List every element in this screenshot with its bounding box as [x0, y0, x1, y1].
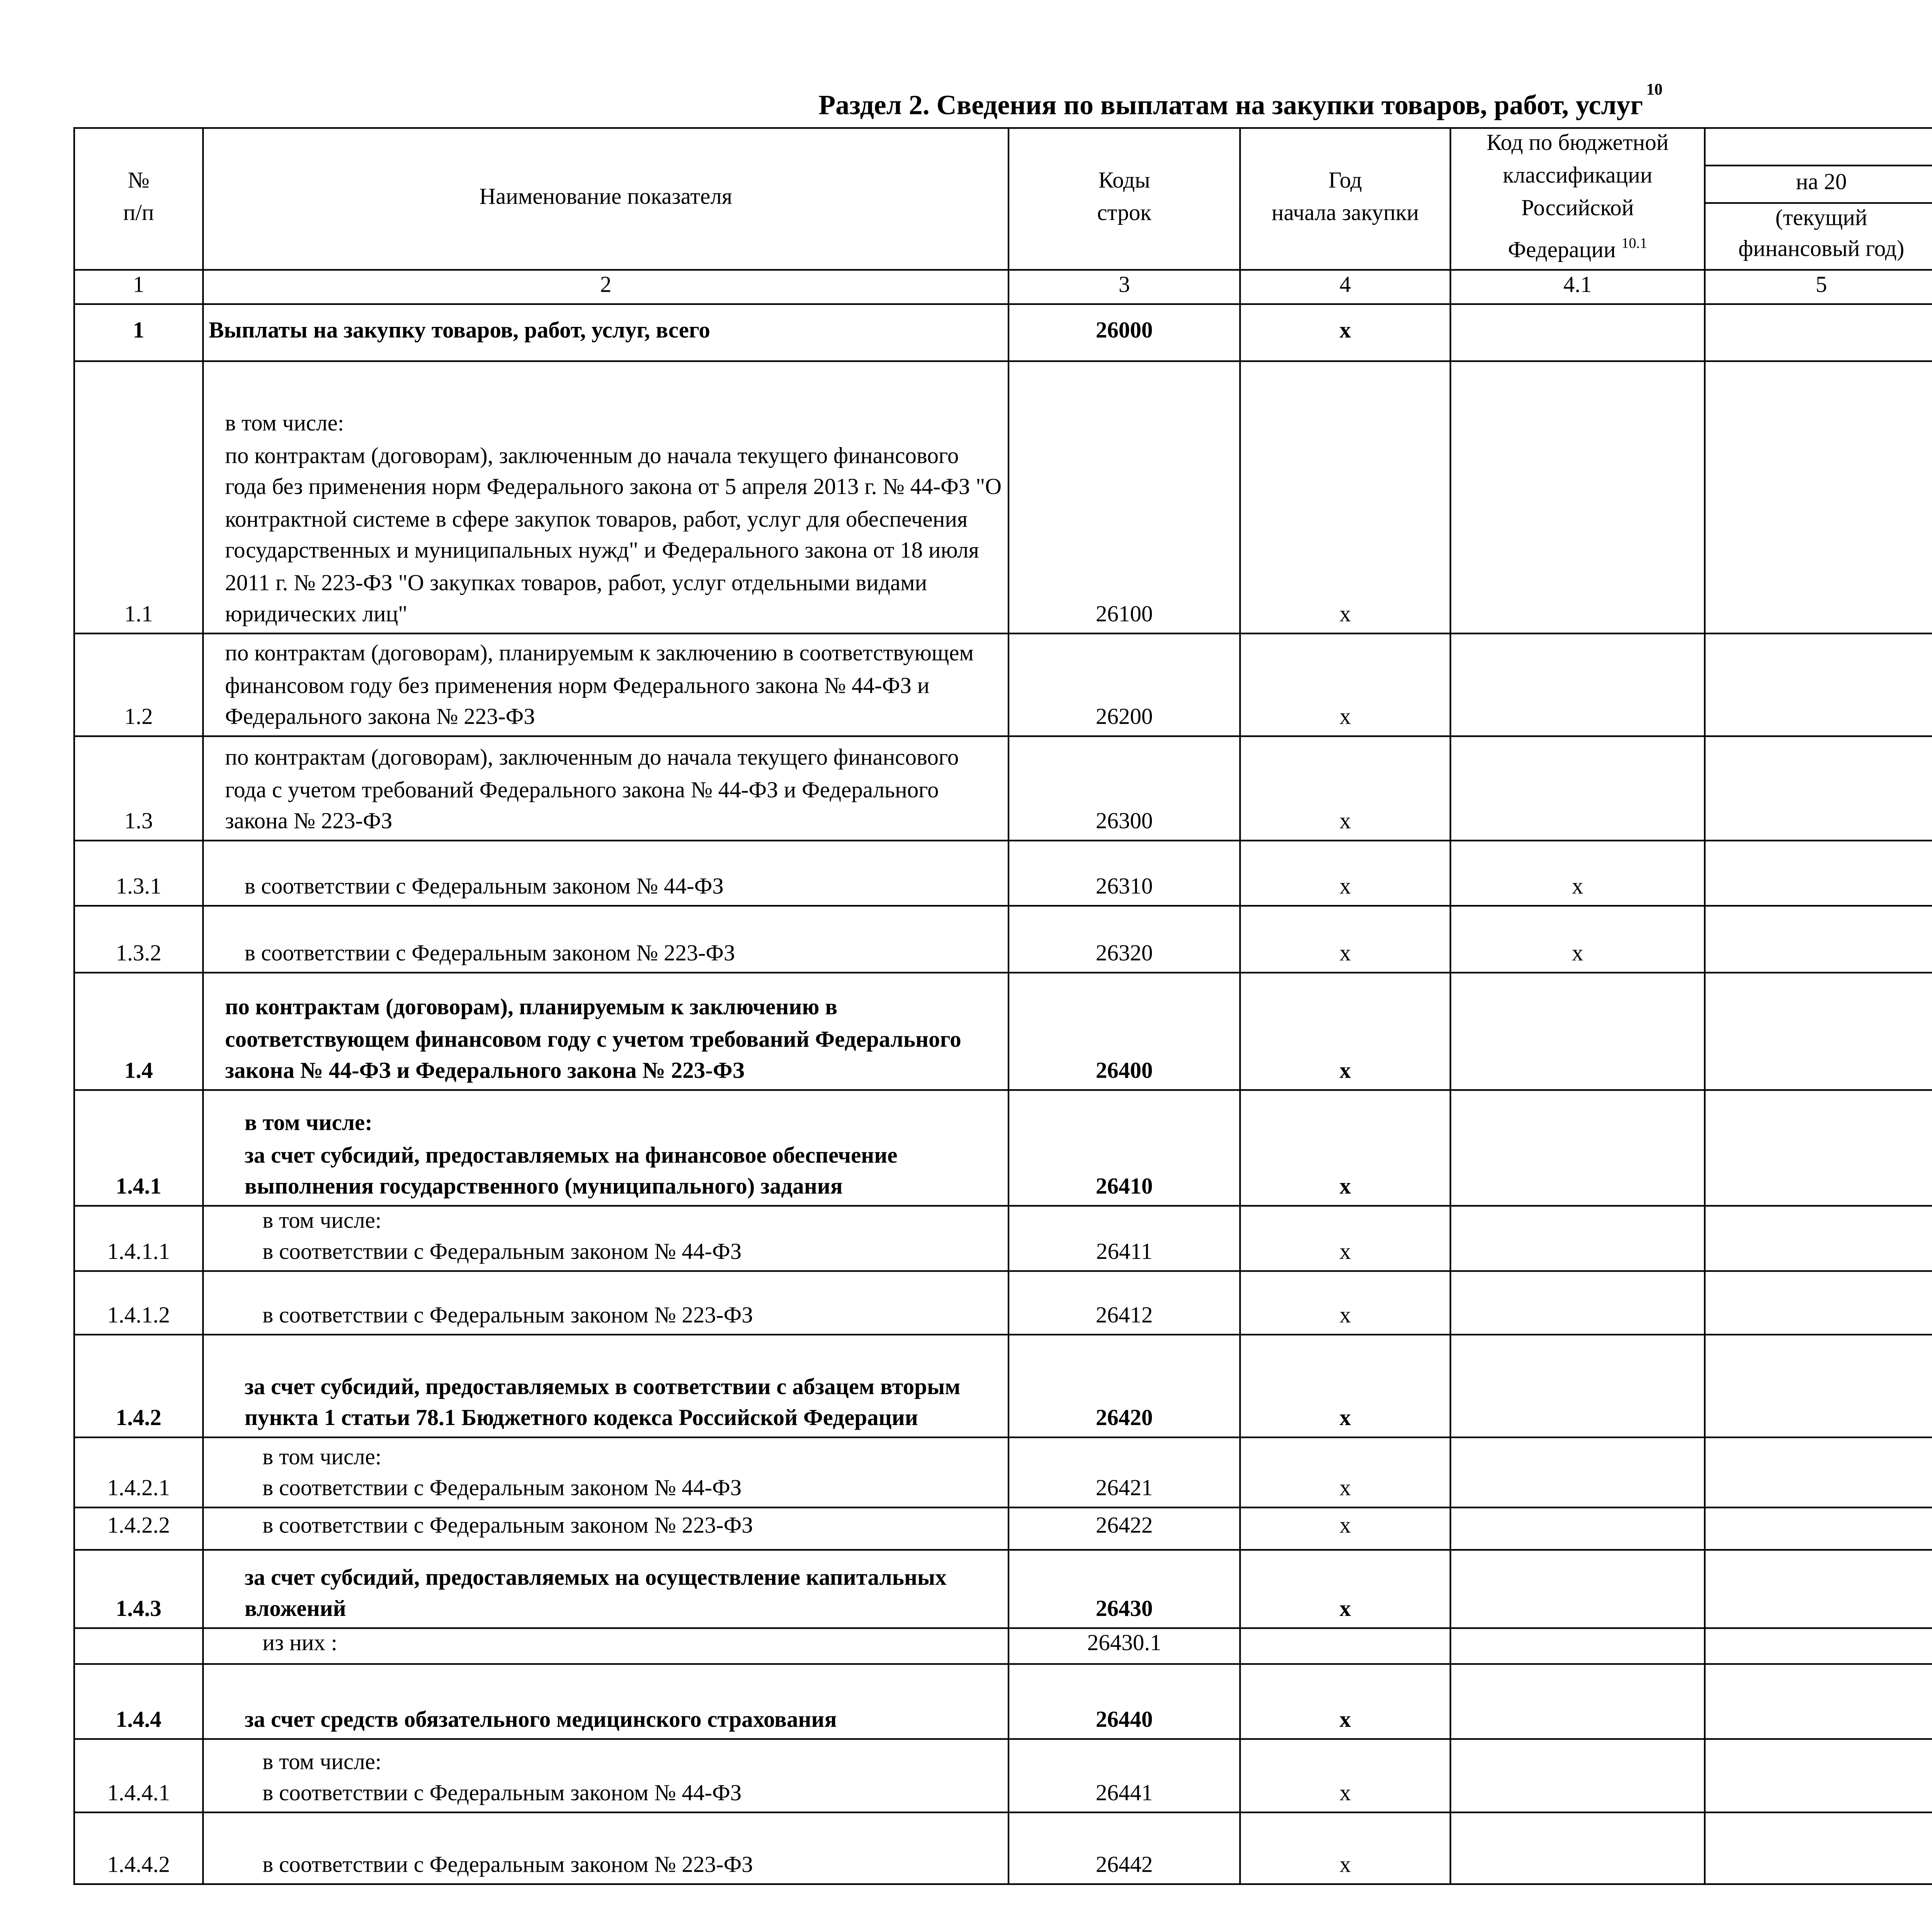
- row-code: 26421: [1009, 1437, 1240, 1507]
- row-kbk: [1451, 1549, 1705, 1628]
- row-code: 26411: [1009, 1205, 1240, 1270]
- row-code: 26441: [1009, 1738, 1240, 1812]
- row-year: x: [1240, 736, 1450, 840]
- row-name: в соответствии с Федеральным законом № 223-ФЗ: [203, 905, 1009, 972]
- row-name: за счет средств обязательного медицинского страхования: [203, 1663, 1009, 1738]
- row-year: x: [1240, 361, 1450, 633]
- row-kbk: [1451, 1663, 1705, 1738]
- row-kbk: [1451, 1507, 1705, 1549]
- row-num: 1: [74, 304, 203, 361]
- row-year: x: [1240, 840, 1450, 905]
- row-kbk: x: [1451, 840, 1705, 905]
- row-code: 26412: [1009, 1270, 1240, 1334]
- row-year: x: [1240, 304, 1450, 361]
- row-num: 1.4.3: [74, 1549, 203, 1628]
- row-num: 1.3.2: [74, 905, 203, 972]
- table-row: [74, 633, 1932, 736]
- header-num: № п/п: [74, 128, 203, 269]
- row-kbk: [1451, 1334, 1705, 1437]
- cell-sum-1[interactable]: [1705, 1549, 1932, 1628]
- table-row: [74, 1507, 1932, 1549]
- row-year: x: [1240, 972, 1450, 1090]
- row-kbk: x: [1451, 905, 1705, 972]
- cell-sum-1[interactable]: [1705, 1437, 1932, 1507]
- col-number: 4: [1240, 269, 1450, 304]
- row-num: 1.4.1.1: [74, 1205, 203, 1270]
- cell-sum-1[interactable]: [1705, 1628, 1932, 1663]
- row-name: за счет субсидий, предоставляемых в соответствии с абзацем вторым пункта 1 статьи 78.1 Бюджетного кодекса Российской Федерации: [203, 1334, 1009, 1437]
- row-name: в соответствии с Федеральным законом № 223-ФЗ: [203, 1507, 1009, 1549]
- row-kbk: [1451, 304, 1705, 361]
- row-code: 26440: [1009, 1663, 1240, 1738]
- cell-sum-1[interactable]: [1705, 633, 1932, 736]
- row-code: 26420: [1009, 1334, 1240, 1437]
- row-year: x: [1240, 1270, 1450, 1334]
- row-year: x: [1240, 1738, 1450, 1812]
- header-year-1: [1705, 165, 1932, 203]
- cell-sum-1[interactable]: [1705, 1507, 1932, 1549]
- row-name: по контрактам (договорам), заключенным до начала текущего финансового года с учетом требований Федерального закона № 44-ФЗ и Федерального закона № 223-ФЗ: [203, 736, 1009, 840]
- row-num: 1.4.4.2: [74, 1812, 203, 1884]
- row-name: из них :: [203, 1628, 1009, 1663]
- section-title: [818, 82, 1663, 122]
- row-num: 1.4.1.2: [74, 1270, 203, 1334]
- row-code: 26300: [1009, 736, 1240, 840]
- year-1-prefix: на 20: [1796, 171, 1847, 196]
- table-row: [74, 1437, 1932, 1507]
- table-row: [74, 840, 1932, 905]
- table-row: [74, 1549, 1932, 1628]
- table-row: [74, 1628, 1932, 1663]
- row-year: x: [1240, 1812, 1450, 1884]
- row-name: в том числе: в соответствии с Федеральным законом № 44-ФЗ: [203, 1205, 1009, 1270]
- row-year: x: [1240, 1205, 1450, 1270]
- row-num: 1.4: [74, 972, 203, 1090]
- row-year: x: [1240, 905, 1450, 972]
- row-num: 1.4.4: [74, 1663, 203, 1738]
- row-num: 1.2: [74, 633, 203, 736]
- row-num: [74, 1628, 203, 1663]
- col-number: 1: [74, 269, 203, 304]
- row-code: 26310: [1009, 840, 1240, 905]
- table-row: [74, 1812, 1932, 1884]
- row-kbk: [1451, 1738, 1705, 1812]
- table-row: [74, 1663, 1932, 1738]
- header-kbk-note: 10.1: [1621, 235, 1647, 251]
- header-name: Наименование показателя: [203, 128, 1009, 269]
- section-title-text: Раздел 2. Сведения по выплатам на закупки товаров, работ, услуг: [818, 90, 1643, 121]
- cell-sum-1[interactable]: [1705, 1334, 1932, 1437]
- table-row: [74, 361, 1932, 633]
- row-name: по контрактам (договорам), планируемым к заключению в соответствующем финансовом году с учетом требований Федерального закона № 44-ФЗ и Федерального закона № 223-ФЗ: [203, 972, 1009, 1090]
- cell-sum-1[interactable]: [1705, 361, 1932, 633]
- row-code: 26422: [1009, 1507, 1240, 1549]
- row-name: по контрактам (договорам), планируемым к заключению в соответствующем финансовом году без применения норм Федерального закона № 44-ФЗ и Федерального закона № 223-ФЗ: [203, 633, 1009, 736]
- row-kbk: [1451, 972, 1705, 1090]
- table-row: [74, 905, 1932, 972]
- row-kbk: [1451, 1270, 1705, 1334]
- cell-sum-1[interactable]: [1705, 304, 1932, 361]
- cell-sum-1[interactable]: [1705, 1663, 1932, 1738]
- row-name: в соответствии с Федеральным законом № 223-ФЗ: [203, 1812, 1009, 1884]
- payments-table: [73, 127, 1932, 1884]
- row-name: за счет субсидий, предоставляемых на осуществление капитальных вложений: [203, 1549, 1009, 1628]
- row-kbk: [1451, 1812, 1705, 1884]
- row-year: x: [1240, 1549, 1450, 1628]
- cell-sum-1[interactable]: [1705, 840, 1932, 905]
- row-num: 1.1: [74, 361, 203, 633]
- table-row: [74, 1205, 1932, 1270]
- col-number: 4.1: [1451, 269, 1705, 304]
- table-row: [74, 1270, 1932, 1334]
- cell-sum-1[interactable]: [1705, 736, 1932, 840]
- table-row: [74, 1090, 1932, 1206]
- row-num: 1.4.2: [74, 1334, 203, 1437]
- col-number: 2: [203, 269, 1009, 304]
- cell-sum-1[interactable]: [1705, 1270, 1932, 1334]
- row-name: в том числе: в соответствии с Федеральным законом № 44-ФЗ: [203, 1738, 1009, 1812]
- row-name: в том числе: в соответствии с Федеральным законом № 44-ФЗ: [203, 1437, 1009, 1507]
- row-code: 26320: [1009, 905, 1240, 972]
- row-num: 1.4.2.1: [74, 1437, 203, 1507]
- row-num: 1.3: [74, 736, 203, 840]
- row-kbk: [1451, 1437, 1705, 1507]
- row-code: 26442: [1009, 1812, 1240, 1884]
- table-row: [74, 1738, 1932, 1812]
- table-row: [74, 304, 1932, 361]
- row-name: в том числе: за счет субсидий, предоставляемых на финансовое обеспечение выполнения государственного (муниципального) задания: [203, 1090, 1009, 1206]
- header-kbk: [1451, 128, 1705, 269]
- row-num: 1.4.2.2: [74, 1507, 203, 1549]
- row-code: 26100: [1009, 361, 1240, 633]
- row-name: Выплаты на закупку товаров, работ, услуг, всего: [203, 304, 1009, 361]
- header-codes: Коды строк: [1009, 128, 1240, 269]
- row-year: x: [1240, 633, 1450, 736]
- table-row: [74, 736, 1932, 840]
- row-name: в том числе: по контрактам (договорам), заключенным до начала текущего финансового года без применения норм Федерального закона от 5 апреля 2013 г. № 44-ФЗ "О контрактной системе в сфере закупок товаров, работ, услуг для обеспечения государственных и муниципальных нужд" и Федерального закона от 18 июля 2011 г. № 223-ФЗ "О закупках товаров, работ, услуг отдельными видами юридических лиц": [203, 361, 1009, 633]
- row-code: 26430.1: [1009, 1628, 1240, 1663]
- row-name: в соответствии с Федеральным законом № 44-ФЗ: [203, 840, 1009, 905]
- row-year: x: [1240, 1663, 1450, 1738]
- row-kbk: [1451, 361, 1705, 633]
- cell-sum-1[interactable]: [1705, 1205, 1932, 1270]
- cell-sum-1[interactable]: [1705, 905, 1932, 972]
- row-kbk: [1451, 633, 1705, 736]
- row-num: 1.4.4.1: [74, 1738, 203, 1812]
- row-kbk: [1451, 1090, 1705, 1206]
- row-num: 1.4.1: [74, 1090, 203, 1206]
- row-code: 26410: [1009, 1090, 1240, 1206]
- row-year: [1240, 1628, 1450, 1663]
- cell-sum-1[interactable]: [1705, 1812, 1932, 1884]
- table-row: [74, 1334, 1932, 1437]
- header-sum: [1705, 128, 1932, 165]
- header-y1-desc: (текущий финансовый год): [1705, 203, 1932, 269]
- row-name: в соответствии с Федеральным законом № 223-ФЗ: [203, 1270, 1009, 1334]
- table-row: [74, 972, 1932, 1090]
- row-code: 26400: [1009, 972, 1240, 1090]
- row-kbk: [1451, 736, 1705, 840]
- row-num: 1.3.1: [74, 840, 203, 905]
- header-year: Год начала закупки: [1240, 128, 1450, 269]
- col-number: 5: [1705, 269, 1932, 304]
- row-kbk: [1451, 1628, 1705, 1663]
- cell-sum-1[interactable]: [1705, 972, 1932, 1090]
- header-kbk-text: Код по бюджетной классификации Российской Федерации: [1486, 132, 1669, 264]
- cell-sum-1[interactable]: [1705, 1090, 1932, 1206]
- row-code: 26000: [1009, 304, 1240, 361]
- row-kbk: [1451, 1205, 1705, 1270]
- row-code: 26430: [1009, 1549, 1240, 1628]
- row-year: x: [1240, 1507, 1450, 1549]
- row-year: x: [1240, 1437, 1450, 1507]
- row-year: x: [1240, 1090, 1450, 1206]
- row-year: x: [1240, 1334, 1450, 1437]
- cell-sum-1[interactable]: [1705, 1738, 1932, 1812]
- col-number: 3: [1009, 269, 1240, 304]
- footnote-ref: 10: [1646, 82, 1663, 100]
- row-code: 26200: [1009, 633, 1240, 736]
